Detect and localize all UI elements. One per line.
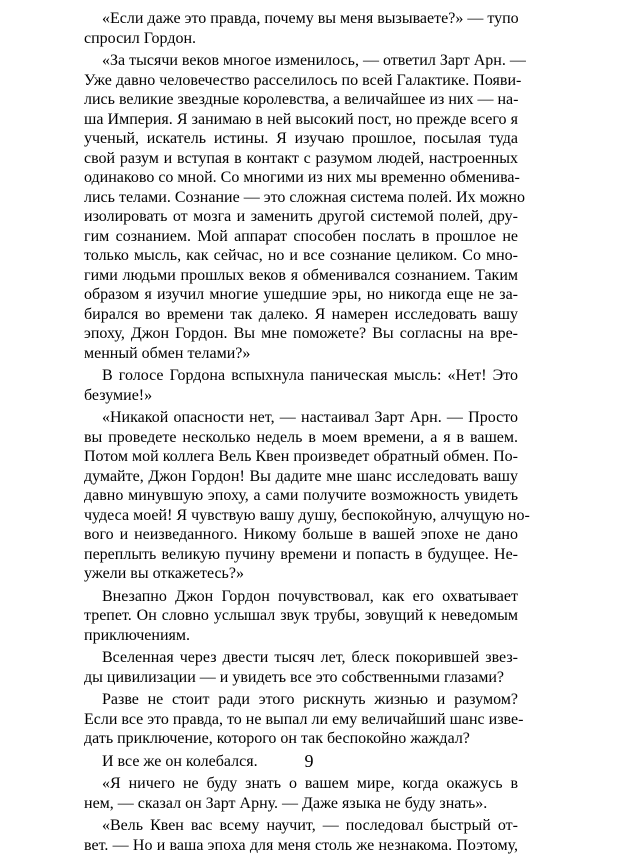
- text-line: «За тысячи веков многое изменилось, — ответил Зарт Арн. —: [102, 52, 526, 69]
- text-line: бирался во времени так далеко. Я намерен исследовать вашу: [84, 305, 518, 323]
- page-number: 9: [304, 751, 314, 771]
- text-line: «Если даже это правда, почему вы меня вызываете?» — тупо: [102, 10, 519, 27]
- text-line: вет. — Но и ваша эпоха для меня столь же незнакома. Поэтому,: [84, 836, 518, 854]
- paragraph: [84, 648, 518, 687]
- text-line: Вселенная через двести тысяч лет, блеск покорившей звез-: [102, 649, 518, 666]
- text-line: изолировать от мозга и заменить другой системой полей, дру-: [84, 208, 518, 225]
- paragraph: [84, 9, 518, 48]
- text-line: только мысль, как сейчас, но и все сознание целиком. Со мно-: [84, 247, 518, 264]
- text-line: одинаково со мной. Со многими из них мы временно обменива-: [84, 169, 520, 186]
- text-line: «Никакой опасности нет, — настаивал Зарт Арн. — Просто: [102, 409, 518, 426]
- text-line: ученый, искатель истины. Я изучаю прошлое, посылая туда: [84, 130, 518, 147]
- paragraph: [84, 51, 526, 363]
- text-line: приключениям.: [84, 626, 190, 644]
- text-line: гим сознанием. Мой аппарат способен послать в прошлое не: [84, 227, 518, 245]
- text-line: гими людьми прошлых веков я обменивался сознанием. Таким: [84, 266, 518, 284]
- text-line: ша Империя. Я занимаю в ней высокий пост, но прежде всего я: [84, 110, 518, 128]
- text-line: чудеса моей! Я чувствую вашу душу, беспокойную, алчущую но-: [84, 506, 530, 524]
- text-line: Разве не стоит ради этого рискнуть жизнью и разумом?: [102, 691, 518, 708]
- text-line: лись великие звездные королевства, а величайшее из них — на-: [84, 91, 519, 108]
- text-line: дать приключение, которого он так беспокойно жаждал?: [84, 730, 470, 747]
- text-line: Уже давно человечество расселилось по всей Галактике. Появи-: [84, 71, 522, 89]
- paragraph: [84, 690, 524, 749]
- text-line: давно минувшую эпоху, а сами получите возможность увидеть: [84, 487, 518, 504]
- text-line: думайте, Джон Гордон! Вы дадите мне шанс исследовать вашу: [84, 467, 518, 485]
- text-line: переплыть великую пучину времени и попасть в будущее. Не-: [84, 545, 518, 563]
- text-line: нем, — сказал он Зарт Арну. — Даже языка не буду знать».: [84, 794, 488, 812]
- body-text: [84, 9, 530, 858]
- paragraph: [84, 408, 530, 584]
- text-line: лись телами. Сознание — это сложная система полей. Их можно: [84, 188, 525, 206]
- text-line: ужели вы откажетесь?»: [84, 565, 244, 582]
- text-line: трепет. Он словно услышал звук трубы, зовущий к неведомым: [84, 607, 518, 624]
- text-line: свой разум и вступая в контакт с разумом людей, настроенных: [84, 149, 518, 167]
- text-line: «Я ничего не буду знать о вашем мире, когда окажусь в: [102, 775, 518, 792]
- paragraph: [84, 774, 518, 813]
- paragraph: [84, 366, 518, 405]
- text-line: эпоху, Джон Гордон. Вы мне поможете? Вы согласны на вре-: [84, 325, 518, 342]
- text-line: вого и неизведанного. Никому больше в вашей эпохе не дано: [84, 526, 518, 543]
- text-line: спросил Гордон.: [84, 29, 197, 47]
- paragraph: [84, 816, 518, 855]
- text-line: Если все это правда, то не выпал ли ему величайший шанс изве-: [84, 710, 524, 728]
- text-line: безумие!»: [84, 386, 153, 404]
- text-line: В голосе Гордона вспыхнула паническая мысль: «Нет! Это: [102, 367, 518, 384]
- text-line: менный обмен телами?»: [84, 344, 251, 362]
- text-line: Внезапно Джон Гордон почувствовал, как его охватывает: [102, 587, 518, 605]
- text-line: И все же он колебался.: [102, 752, 258, 770]
- text-line: образом я изучил многие ушедшие эры, но никогда еще не за-: [84, 286, 518, 303]
- text-line: вы проведете несколько недель в моем времени, а я в вашем.: [84, 428, 518, 446]
- text-line: «Вель Квен вас всему научит, — последовал быстрый от-: [102, 817, 518, 834]
- text-line: Потом мой коллега Вель Квен произведет обратный обмен. По-: [84, 448, 518, 465]
- paragraph: [84, 587, 518, 646]
- text-line: ды цивилизации — и увидеть все это собственными глазами?: [84, 668, 505, 686]
